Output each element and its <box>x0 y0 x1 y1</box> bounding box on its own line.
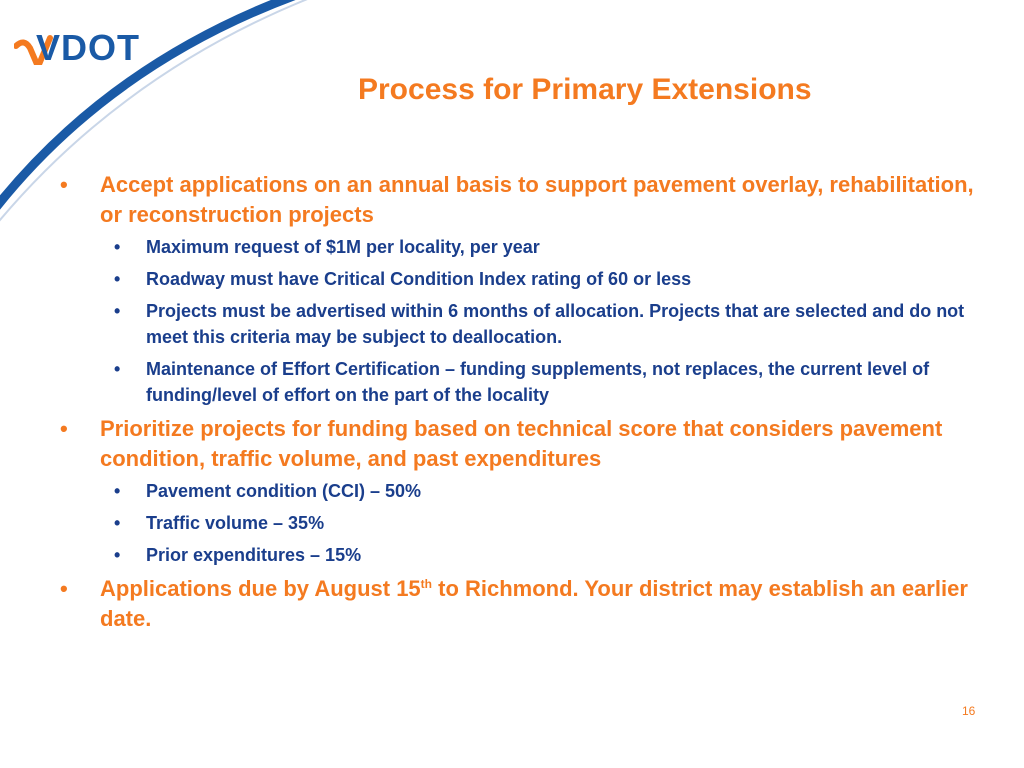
bullet-icon: • <box>114 269 121 289</box>
bullet-list <box>60 170 980 638</box>
due-date-text-rest: to Richmond. Your district may establish an earlier date. <box>100 576 968 631</box>
sub-bullet-text: Pavement condition (CCI) – 50% <box>146 481 422 501</box>
bullet-item <box>60 170 980 230</box>
bullet-icon: • <box>60 172 68 197</box>
page-number: 16 <box>962 704 976 718</box>
sub-bullet-text: Traffic volume – 35% <box>146 513 325 533</box>
sub-bullet-text: Prior expenditures – 15% <box>146 545 362 565</box>
sub-bullet-item <box>60 542 980 568</box>
bullet-text: Accept applications on an annual basis to support pavement overlay, rehabilitation, or reconstruction projects <box>100 172 974 227</box>
sub-bullet-item <box>60 234 980 260</box>
bullet-icon: • <box>60 416 68 441</box>
bullet-text: Prioritize projects for funding based on technical score that considers pavement condition, traffic volume, and past expenditures <box>100 416 943 471</box>
bullet-icon: • <box>114 359 121 379</box>
logo-text: VDOT <box>36 27 141 68</box>
ordinal-suffix: th <box>420 577 432 591</box>
sub-bullet-text: Roadway must have Critical Condition Index rating of 60 or less <box>146 269 692 289</box>
bullet-item <box>60 414 980 474</box>
bullet-icon: • <box>114 237 121 257</box>
sub-bullet-item <box>60 356 980 408</box>
sub-bullet-item <box>60 298 980 350</box>
slide-title: Process for Primary Extensions <box>358 73 812 106</box>
bullet-text <box>100 576 968 631</box>
sub-bullet-text: Maintenance of Effort Certification – funding supplements, not replaces, the current level of funding/level of effort on the part of the locality <box>146 359 930 405</box>
bullet-icon: • <box>114 545 121 565</box>
sub-bullet-item <box>60 478 980 504</box>
sub-bullet-item <box>60 266 980 292</box>
due-date-text: Applications due by August 15 <box>100 576 421 601</box>
sub-bullet-text: Maximum request of $1M per locality, per year <box>146 237 540 257</box>
bullet-item <box>60 574 980 634</box>
bullet-icon: • <box>114 481 121 501</box>
sub-bullet-item <box>60 510 980 536</box>
bullet-icon: • <box>114 513 121 533</box>
sub-bullet-text: Projects must be advertised within 6 months of allocation. Projects that are selected and do not meet this criteria may be subject to deallocation. <box>146 301 965 347</box>
bullet-icon: • <box>114 301 121 321</box>
bullet-icon: • <box>60 576 68 601</box>
